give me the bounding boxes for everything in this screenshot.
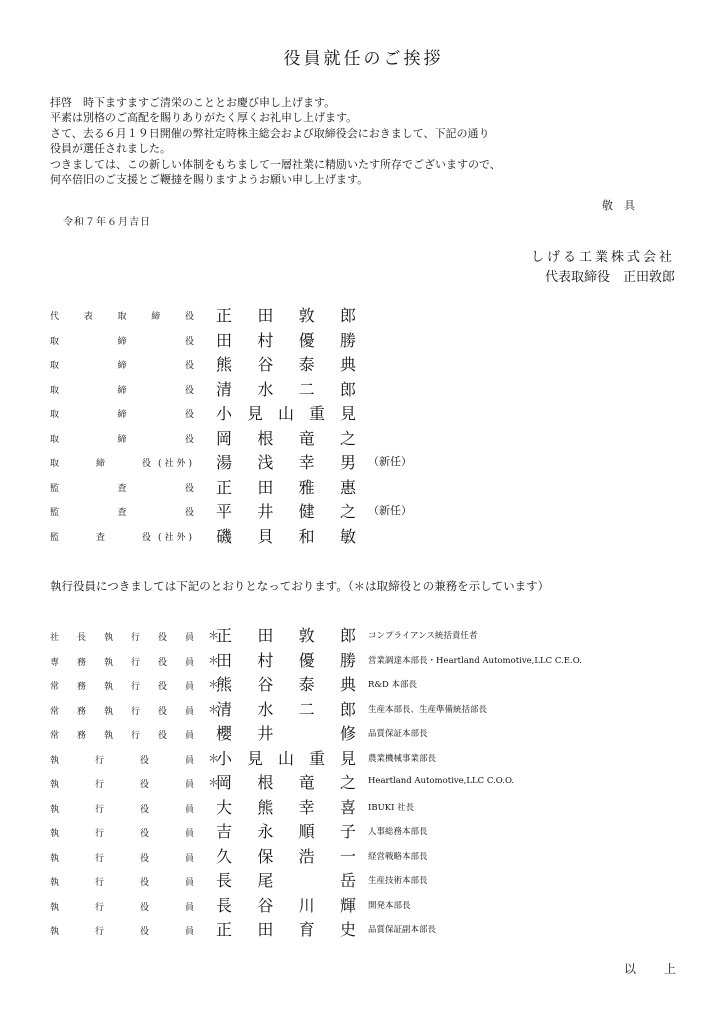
person-name-char: 之 [339,773,356,792]
position-title-char: 役 [185,410,195,420]
position-title-char: 役 [140,755,150,766]
person-name [216,524,356,547]
intro-line: 平素は別格のご高配を賜りありがたく厚くお礼申し上げます。 [50,111,358,125]
position-title-char: 常 [50,706,60,717]
position-title-char: 執 [50,780,60,790]
position-title-char: 役 [140,853,150,864]
person-name-char: 保 [257,846,274,866]
position-title-char: 役 [185,434,195,445]
person-name-char: 育 [298,920,315,939]
person-name-char: 田 [257,477,274,497]
executive-row [50,895,690,920]
person-name [216,868,356,891]
position-title-char: 執 [50,804,60,815]
position-title-char: 代 [50,312,60,322]
person-name-char: 修 [339,724,356,743]
position-title-char: 員 [185,927,195,937]
person-name [216,917,356,940]
person-name [216,328,356,351]
person-name-char: 井 [257,502,274,521]
position-title-char: 査 [117,508,127,518]
person-name-char: 典 [339,355,356,374]
intro-line: さて、去る６月１９日開催の弊社定時株主総会および取締役会におきまして、下記の通り [50,126,490,140]
document-title: 役員就任のご挨拶 [283,49,444,69]
position-title-char: 員 [185,706,195,717]
appointment-note: （新任） [368,504,412,517]
concurrent-director-mark: ＊ [208,629,219,642]
position-title-char: 常 [50,682,60,692]
position-title-char: 員 [185,731,195,741]
director-row [50,428,690,453]
position-title-char: 締 [96,459,106,469]
person-name-char: 田 [216,330,233,350]
person-name-char: 一 [339,846,356,866]
person-name-char: 之 [339,502,356,521]
position-title-char: 役 [158,731,168,741]
person-name-char: 川 [298,895,315,915]
position-title-char: 行 [95,927,105,937]
person-name-char: 重 [308,748,325,768]
responsibility-note: 開発本部長 [368,900,411,911]
position-title-char: 員 [185,804,195,815]
executive-row [50,821,690,846]
person-name-char: 根 [257,428,274,448]
position-title-char: 執 [104,706,114,717]
person-name [216,844,356,867]
person-name-char: 岡 [216,773,233,792]
responsibility-note: コンプライアンス統括責任者 [368,631,478,641]
person-name-char: 吉 [216,822,233,841]
position-title-char: 役 [140,780,150,790]
person-name-char: 磯 [216,526,233,546]
director-row [50,305,690,330]
executive-row [50,846,690,871]
intro-line: つきましては、この新しい体制をもちまして一層社業に精励いたす所存でございますので、 [50,157,501,171]
person-name-char: 和 [298,526,315,546]
executive-row [50,797,690,822]
person-name [216,499,356,522]
director-row [50,526,690,551]
executive-row [50,870,690,895]
person-name-char: 田 [257,920,274,939]
position-title-char: 員 [185,829,195,839]
person-name-char: 勝 [339,650,356,670]
executives-intro: 執行役員につきましては下記のとおりとなっております。（＊は取締役との兼務を示しています） [50,579,550,593]
person-name-char: 谷 [257,355,274,374]
person-name-char: 敦 [298,306,315,325]
responsibility-note: 品質保証本部長 [368,729,428,739]
position-title-char: 執 [104,682,114,692]
person-name-char: 尾 [257,871,274,890]
executive-row [50,723,690,748]
position-title-char: 執 [50,829,60,839]
person-name-char: 喜 [339,797,356,817]
person-name-char: 谷 [257,675,274,694]
person-name-char: 見 [246,748,263,768]
person-name [216,401,356,424]
concurrent-director-mark: ＊ [208,702,219,716]
person-name-char: 長 [216,871,233,890]
director-row [50,354,690,379]
person-name [216,352,356,375]
person-name-char: 清 [216,379,233,399]
position-title-char: 取 [50,361,60,371]
person-name-char: 正 [216,306,233,325]
director-row [50,330,690,355]
position-title-char: 員 [185,755,195,766]
position-title-char: 役 [142,532,152,543]
person-name-char: 郎 [339,379,356,399]
position-title-char: 員 [185,878,195,888]
person-name-char: 見 [246,404,263,423]
director-row [50,477,690,502]
person-name-char: 竜 [298,773,315,792]
position-title-char: 締 [117,336,127,347]
person-name-char: 雅 [298,477,315,497]
person-name-char: 正 [216,626,233,645]
person-name-char: 見 [339,748,356,768]
person-name-char: 村 [257,330,274,350]
executive-row [50,919,690,944]
person-name-char [299,868,315,891]
position-title-char: 取 [50,434,60,445]
position-title-char: 取 [50,459,60,469]
position-title-char: 取 [50,410,60,420]
person-name-char: 貝 [257,526,274,546]
position-title-char: 役 [140,804,150,815]
position-title-char: 締 [117,361,127,371]
person-name-char: 泰 [298,675,315,694]
person-name-char: 泰 [298,355,315,374]
person-name-char: 敏 [339,526,356,546]
position-title-char: 執 [50,927,60,937]
position-title-char: 行 [131,682,141,692]
director-row [50,379,690,404]
executive-row [50,674,690,699]
executive-row [50,699,690,724]
position-title-char: 取 [117,312,127,322]
person-name-char [299,721,315,744]
closing-remark: 敬 具 [602,199,635,212]
position-title-char: 執 [50,853,60,864]
person-name-char: 永 [257,822,274,841]
position-title-char: 執 [104,657,114,668]
position-title-char: 表 [83,312,93,322]
concurrent-director-mark: ＊ [208,678,219,691]
concurrent-director-mark: ＊ [208,751,219,765]
position-title-char: 員 [185,633,195,643]
position-title-char: 取 [50,336,60,347]
position-title-char: 行 [131,657,141,668]
company-signature [531,248,675,288]
person-name-char: 優 [298,650,315,670]
position-title-char: 役 [140,878,150,888]
position-title-char: 行 [95,755,105,766]
position-title-char: 役 [158,657,168,668]
position-title-char: 役 [185,483,195,494]
position-title-char: 役 [158,633,168,643]
intro-line: 何卒倍旧のご支援とご鞭撻を賜りますようお願い申し上げます。 [50,173,369,187]
position-title-char: 役 [185,312,195,322]
person-name-char: 健 [298,502,315,521]
person-name-char: 之 [339,428,356,448]
position-title-char: 執 [50,878,60,888]
person-name-char: 幸 [298,453,315,472]
person-name-char: 典 [339,675,356,694]
company-representative: 代表取締役 正田敦郎 [544,270,675,285]
person-name [216,746,356,769]
person-name-char: 岳 [339,871,356,890]
person-name-char: 村 [257,650,274,670]
person-name-char: 小 [216,748,233,768]
person-name [216,623,356,646]
position-title-char: 員 [185,780,195,790]
position-title-char: 査 [96,532,106,543]
person-name-char: 平 [216,502,233,521]
responsibility-note: 農業機械事業部長 [368,753,437,764]
person-name-char: 優 [298,330,315,350]
concurrent-director-mark: ＊ [208,653,219,667]
person-name [216,893,356,916]
person-name-char: 清 [216,699,233,719]
position-title-char: 締 [117,410,127,420]
responsibility-note: 品質保証副本部長 [368,925,437,935]
person-name-char: 井 [257,724,274,743]
person-name-char: 二 [298,699,315,719]
person-name-char: 正 [216,477,233,497]
person-name [216,303,356,326]
person-name [216,450,356,473]
responsibility-note: Heartland Automotive,LLC C.O.O. [368,776,515,786]
responsibility-note: R&D 本部長 [368,680,417,690]
intro-line: 拝啓 時下ますますご清栄のこととお慶び申し上げます。 [50,96,336,109]
position-title-char: 専 [50,657,60,668]
responsibility-note: 経営戦略本部長 [368,851,428,862]
position-title-char: 務 [77,706,87,717]
person-name-char: 竜 [298,428,315,448]
position-title-char: 行 [131,706,141,717]
director-row [50,501,690,526]
position-title-char: 役 [185,361,195,371]
position-title-char: 行 [95,853,105,864]
person-name-char: 順 [298,822,315,841]
person-name-char: 郎 [339,626,356,645]
person-name-char: 輝 [339,895,356,915]
director-row [50,452,690,477]
position-title-char: 務 [77,657,87,668]
position-title-char: 締 [117,385,127,396]
person-name [216,377,356,400]
position-title-char: 行 [131,731,141,741]
position-title-suffix: (社外) [158,532,196,543]
person-name [216,795,356,818]
person-name-char: 根 [257,773,274,792]
position-title-suffix: (社外) [158,459,196,469]
intro-line: 役員が選任されました。 [50,142,171,156]
person-name-char: 谷 [257,895,274,915]
person-name [216,721,356,744]
position-title-char: 監 [50,483,60,494]
person-name-char: 熊 [216,355,233,374]
person-name-char: 男 [339,453,356,472]
responsibility-note: IBUKI 社長 [368,802,415,813]
concurrent-director-mark: ＊ [208,776,219,789]
person-name [216,475,356,498]
position-title-char: 務 [77,682,87,692]
position-title-char: 役 [140,902,150,913]
position-title-char: 締 [117,434,127,445]
executives-list [50,625,690,944]
person-name-char: 久 [216,846,233,866]
position-title-char: 役 [185,508,195,518]
position-title-char: 行 [95,902,105,913]
position-title-char: 員 [185,902,195,913]
person-name-char: 岡 [216,428,233,448]
position-title-char: 員 [185,853,195,864]
position-title-char: 役 [142,459,152,469]
person-name-char: 正 [216,920,233,939]
person-name-char: 敦 [298,626,315,645]
person-name [216,672,356,695]
position-title-char: 行 [95,804,105,815]
appointment-note: （新任） [368,455,412,468]
person-name-char: 浅 [257,453,274,472]
person-name-char: 櫻 [216,724,233,743]
directors-list [50,305,690,550]
responsibility-note: 生産本部長、生産準備統括部長 [368,704,488,715]
person-name-char: 郎 [339,699,356,719]
person-name-char: 熊 [216,675,233,694]
person-name-char: 大 [216,797,233,817]
position-title-char: 行 [95,780,105,790]
position-title-char: 員 [185,682,195,692]
company-name: しげる工業株式会社 [530,250,675,265]
position-title-char: 常 [50,731,60,741]
position-title-char: 締 [151,312,161,322]
person-name [216,426,356,449]
person-name-char: 幸 [298,797,315,817]
person-name [216,770,356,793]
person-name-char: 山 [277,404,294,423]
person-name-char: 郎 [339,306,356,325]
position-title-char: 長 [77,633,87,643]
executive-row [50,650,690,675]
responsibility-note: 営業調達本部長・Heartland Automotive,LLC C.E.O. [368,655,582,666]
person-name-char: 見 [339,404,356,423]
person-name-char: 田 [257,306,274,325]
person-name-char: 田 [257,626,274,645]
person-name-char: 二 [298,379,315,399]
position-title-char: 役 [140,829,150,839]
person-name [216,819,356,842]
position-title-char: 社 [50,633,60,643]
position-title-char: 執 [50,755,60,766]
position-title-char: 監 [50,532,60,543]
position-title-char: 行 [131,633,141,643]
executive-row [50,625,690,650]
position-title-char: 行 [95,878,105,888]
person-name-char: 熊 [257,797,274,817]
position-title-char: 役 [158,682,168,692]
position-title-char: 執 [104,731,114,741]
person-name-char: 史 [339,920,356,939]
person-name-char: 重 [308,404,325,423]
person-name-char: 浩 [298,846,315,866]
position-title-char: 行 [95,829,105,839]
position-title-char: 務 [77,731,87,741]
person-name [216,697,356,720]
executive-row [50,772,690,797]
position-title-char: 査 [117,483,127,494]
person-name-char: 勝 [339,330,356,350]
end-mark: 以 上 [624,962,685,976]
position-title-char: 監 [50,508,60,518]
position-title-char: 役 [185,385,195,396]
responsibility-note: 生産技術本部長 [368,876,428,886]
person-name-char: 長 [216,895,233,915]
responsibility-note: 人事総務本部長 [368,827,428,837]
person-name-char: 湯 [216,453,233,472]
person-name-char: 子 [339,822,356,841]
position-title-char: 取 [50,385,60,396]
person-name-char: 山 [277,748,294,768]
person-name-char: 小 [216,404,233,423]
person-name-char: 惠 [339,477,356,497]
position-title-char: 執 [104,633,114,643]
position-title-char: 役 [158,706,168,717]
position-title-char: 執 [50,902,60,913]
position-title-char: 役 [140,927,150,937]
director-row [50,403,690,428]
position-title-char: 役 [185,336,195,347]
person-name-char: 水 [257,379,274,399]
intro-paragraph [50,95,670,187]
person-name [216,648,356,671]
executive-row [50,748,690,773]
document-date: 令和７年６月吉日 [63,217,151,228]
person-name-char: 田 [216,650,233,670]
person-name-char: 水 [257,699,274,719]
position-title-char: 員 [185,657,195,668]
